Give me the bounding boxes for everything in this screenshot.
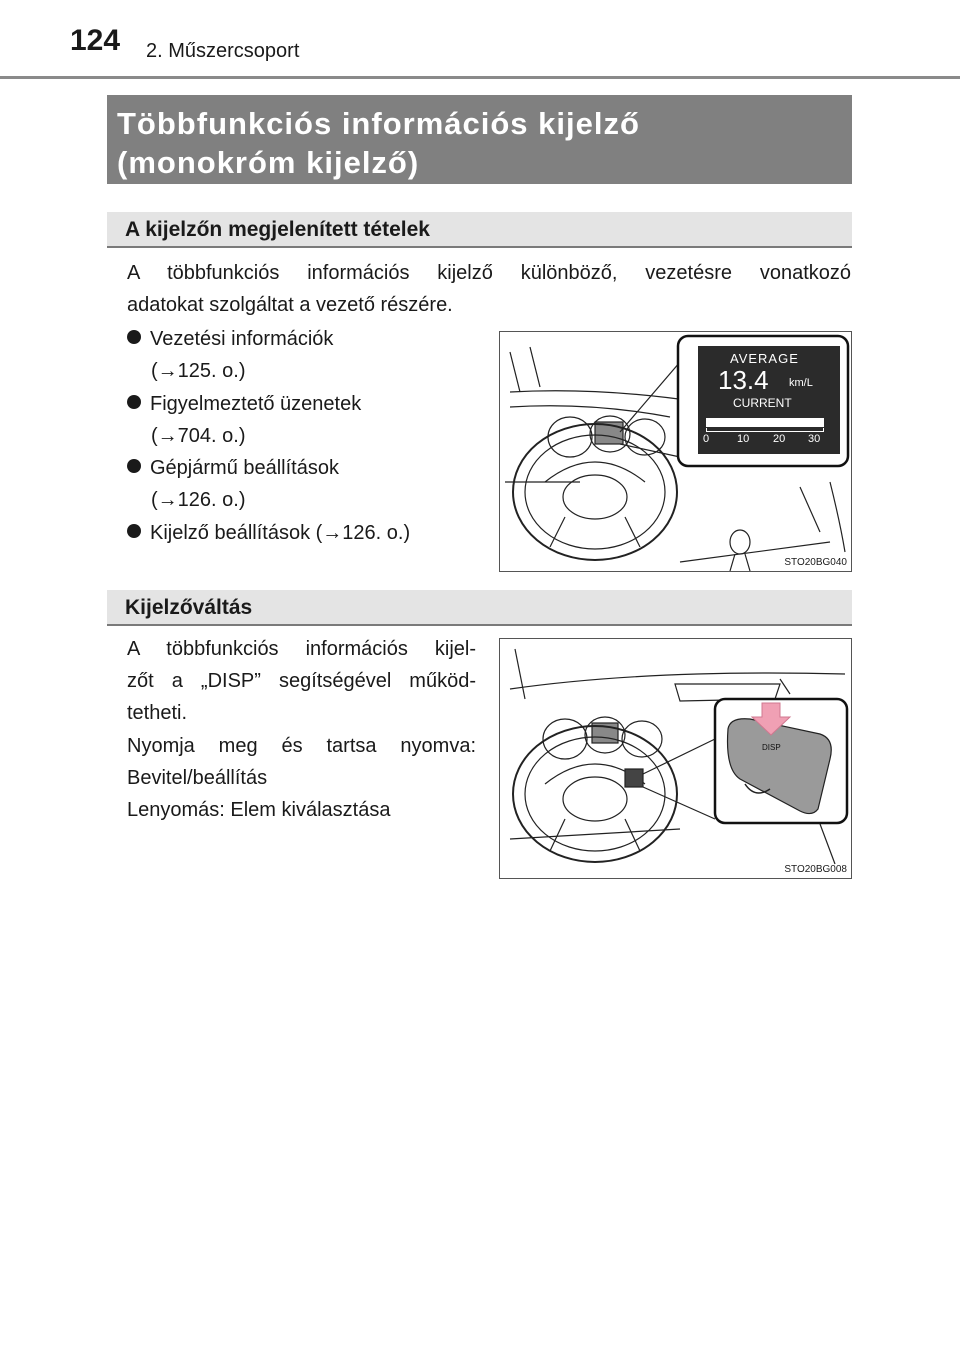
- intro-line-2: adatokat szolgáltat a vezető részére.: [127, 294, 453, 316]
- chapter-title: 2. Műszercsoport: [146, 40, 300, 62]
- bullet-dot: [127, 330, 141, 344]
- display-scale-20: 20: [773, 433, 786, 445]
- display-value: 13.4: [718, 365, 769, 395]
- display-scale-0: 0: [703, 433, 710, 445]
- switch-para1-line-2: zőt a „DISP” segítségével működ-: [127, 670, 476, 692]
- bullet-driving-info: [127, 323, 333, 387]
- page-ref-link[interactable]: (→125. o.): [151, 360, 246, 382]
- intro-paragraph: [127, 257, 851, 321]
- page-ref-link[interactable]: (→704. o.): [151, 425, 246, 447]
- figure-code: STO20BG008: [784, 864, 847, 875]
- main-title-box: [107, 95, 852, 184]
- bullet-dot: [127, 459, 141, 473]
- bullet-display-settings: [127, 517, 410, 549]
- steering-illustration: [500, 639, 851, 878]
- page-number: 124: [70, 24, 121, 57]
- switch-para1-line-1: A többfunkciós információs kijel-: [127, 638, 476, 660]
- display-title: AVERAGE: [730, 351, 799, 366]
- display-unit: km/L: [789, 377, 813, 389]
- figure-display-illustration: [499, 331, 852, 572]
- bullet-text: Vezetési információk: [150, 328, 334, 350]
- switch-para1-line-3: tetheti.: [127, 702, 188, 724]
- bullet-text: Gépjármű beállítások: [150, 457, 339, 479]
- bullet-vehicle-settings: [127, 452, 339, 516]
- switch-paragraph-2: [127, 730, 476, 826]
- switch-para2-line-2: Bevitel/beállítás: [127, 767, 268, 789]
- bullet-text: Kijelző beállítások (→126. o.): [150, 522, 411, 544]
- bullet-dot: [127, 524, 141, 538]
- section-heading-display-switch: Kijelzőváltás: [107, 590, 852, 626]
- disp-button-label: DISP: [762, 743, 781, 752]
- page-ref-link[interactable]: (→126. o.): [151, 489, 246, 511]
- dashboard-illustration: [500, 332, 851, 571]
- header-rule: [0, 76, 960, 79]
- display-bar: [706, 418, 824, 427]
- switch-para2-line-1: Nyomja meg és tartsa nyomva:: [127, 735, 476, 757]
- switch-para2-line-3: Lenyomás: Elem kiválasztása: [127, 799, 391, 821]
- figure-disp-button-illustration: [499, 638, 852, 879]
- display-scale-10: 10: [737, 433, 750, 445]
- main-title-line2: (monokróm kijelző): [117, 145, 420, 180]
- bullet-warning-messages: [127, 388, 361, 452]
- main-title-line1: Többfunkciós információs kijelző: [117, 106, 640, 141]
- section-heading-items: A kijelzőn megjelenített tételek: [107, 212, 852, 248]
- intro-line-1: A többfunkciós információs kijelző különböző, vezetésre vonatkozó: [127, 262, 851, 284]
- display-mode: CURRENT: [733, 396, 792, 410]
- display-scale-30: 30: [808, 433, 821, 445]
- bullet-dot: [127, 395, 141, 409]
- display-scale-ticks: [706, 428, 824, 432]
- switch-paragraph-1: [127, 633, 476, 729]
- bullet-text: Figyelmeztető üzenetek: [150, 393, 362, 415]
- figure-code: STO20BG040: [784, 557, 847, 568]
